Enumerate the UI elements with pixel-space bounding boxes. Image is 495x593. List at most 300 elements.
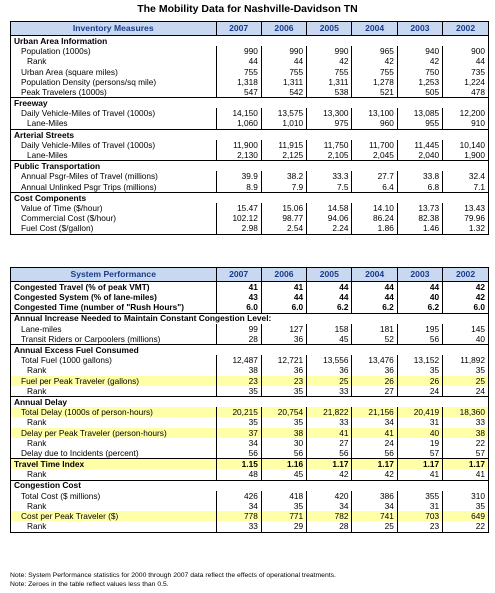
- cell-value: 42: [352, 469, 397, 480]
- table-row: [11, 150, 488, 161]
- cell-value: 82.38: [397, 213, 442, 223]
- row-label: Annual Delay: [11, 397, 488, 408]
- table-row: [11, 459, 488, 470]
- cell-value: 703: [397, 511, 442, 521]
- cell-value: 20,754: [261, 407, 306, 417]
- row-label: Rank: [27, 417, 47, 428]
- cell-value: 42: [307, 56, 352, 66]
- table-row: [11, 386, 488, 397]
- cell-value: 127: [261, 324, 306, 334]
- cell-value: 25: [307, 376, 352, 386]
- cell-value: 26: [397, 376, 442, 386]
- table-row: [11, 129, 488, 140]
- cell-value: 34: [352, 417, 397, 427]
- cell-value: 36: [261, 334, 306, 345]
- cell-value: 52: [352, 334, 397, 345]
- cell-value: 13.73: [397, 203, 442, 213]
- row-label: Lane-Miles: [27, 118, 68, 129]
- cell-value: 56: [216, 448, 261, 459]
- cell-value: 35: [261, 386, 306, 397]
- row-label: Value of Time ($/hour): [21, 203, 103, 213]
- cell-value: 20,215: [216, 407, 261, 417]
- row-label: Congestion Cost: [11, 480, 488, 491]
- cell-value: 44: [216, 56, 261, 66]
- cell-value: 13,556: [307, 355, 352, 365]
- cell-value: 11,892: [443, 355, 488, 365]
- table-row: [11, 282, 488, 293]
- cell-value: 34: [216, 438, 261, 448]
- cell-value: 1,900: [443, 150, 488, 161]
- cell-value: 35: [443, 501, 488, 511]
- cell-value: 35: [261, 501, 306, 511]
- table-row: [11, 334, 488, 345]
- cell-value: 48: [216, 469, 261, 480]
- table-row: [11, 192, 488, 203]
- row-label: Travel Time Index: [11, 459, 216, 470]
- cell-value: 1,311: [307, 77, 352, 87]
- cell-value: 12,200: [443, 108, 488, 118]
- cell-value: 24: [443, 386, 488, 397]
- table-row: [11, 355, 488, 365]
- table-row: [11, 491, 488, 501]
- table-row: [11, 302, 488, 313]
- cell-value: 38.2: [261, 171, 306, 181]
- cell-value: 28: [307, 521, 352, 531]
- table-row: [11, 313, 488, 324]
- cell-value: 782: [307, 511, 352, 521]
- cell-value: 33: [307, 417, 352, 427]
- row-label: Annual Psgr-Miles of Travel (millions): [21, 171, 158, 182]
- table-row: [11, 98, 488, 109]
- cell-value: 1.17: [443, 459, 488, 470]
- table-row: [11, 345, 488, 356]
- table-row: [11, 511, 488, 521]
- cell-value: 21,822: [307, 407, 352, 417]
- cell-value: 36: [307, 366, 352, 376]
- row-label: Total Fuel (1000 gallons): [21, 355, 112, 366]
- section-heading: Inventory Measures: [11, 22, 216, 36]
- year-header: 2006: [261, 268, 306, 282]
- cell-value: 41: [216, 282, 261, 293]
- cell-value: 22: [443, 521, 488, 531]
- year-header: 2004: [352, 22, 397, 36]
- row-label: Peak Travelers (1000s): [21, 86, 107, 97]
- row-label: Population Density (persons/sq mile): [21, 76, 157, 87]
- cell-value: 33: [307, 386, 352, 397]
- row-label: Congested System (% of lane-miles): [14, 292, 157, 303]
- row-label: Rank: [27, 521, 47, 532]
- cell-value: 6.0: [216, 302, 261, 313]
- table-row: [11, 119, 488, 130]
- cell-value: 1.15: [216, 459, 261, 470]
- row-label: Cost per Peak Traveler ($): [11, 511, 216, 521]
- cell-value: 44: [261, 56, 306, 66]
- cell-value: 14.58: [307, 203, 352, 213]
- cell-value: 34: [352, 501, 397, 511]
- cell-value: 2,045: [352, 150, 397, 161]
- cell-value: 34: [216, 501, 261, 511]
- cell-value: 35: [261, 417, 306, 427]
- table-row: [11, 448, 488, 459]
- table-row: [11, 87, 488, 98]
- cell-value: 99: [216, 324, 261, 334]
- row-label: Public Transportation: [11, 161, 488, 172]
- cell-value: 35: [443, 366, 488, 376]
- cell-value: 420: [307, 491, 352, 501]
- cell-value: 1.46: [397, 223, 442, 233]
- cell-value: 98.77: [261, 213, 306, 223]
- year-header: 2002: [443, 22, 488, 36]
- cell-value: 11,445: [397, 140, 442, 150]
- cell-value: 27: [307, 438, 352, 448]
- table-row: [11, 77, 488, 87]
- row-label: Urban Area Information: [14, 35, 108, 46]
- cell-value: 11,900: [216, 140, 261, 150]
- cell-value: 649: [443, 511, 488, 521]
- cell-value: 21,156: [352, 407, 397, 417]
- table-row: [11, 428, 488, 438]
- cell-value: 42: [307, 469, 352, 480]
- cell-value: 94.06: [307, 213, 352, 223]
- cell-value: 960: [352, 119, 397, 130]
- row-label: Rank: [27, 500, 47, 511]
- table-row: [11, 46, 488, 56]
- cell-value: 45: [307, 334, 352, 345]
- cell-value: 755: [307, 67, 352, 77]
- year-header: 2007: [216, 268, 261, 282]
- cell-value: 30: [261, 438, 306, 448]
- cell-value: 975: [307, 119, 352, 130]
- cell-value: 23: [261, 376, 306, 386]
- cell-value: 1,278: [352, 77, 397, 87]
- cell-value: 42: [352, 56, 397, 66]
- cell-value: 2.98: [216, 223, 261, 233]
- cell-value: 538: [307, 87, 352, 98]
- cell-value: 1,224: [443, 77, 488, 87]
- cell-value: 1,253: [397, 77, 442, 87]
- cell-value: 28: [216, 334, 261, 345]
- cell-value: 42: [443, 292, 488, 302]
- cell-value: 2,130: [216, 150, 261, 161]
- cell-value: 755: [261, 67, 306, 77]
- row-label: Transit Riders or Carpoolers (millions): [21, 333, 161, 344]
- cell-value: 6.8: [397, 182, 442, 193]
- cell-value: 11,750: [307, 140, 352, 150]
- row-label: Freeway: [11, 98, 488, 109]
- cell-value: 33.8: [397, 171, 442, 181]
- year-header: 2004: [352, 268, 397, 282]
- cell-value: 56: [352, 448, 397, 459]
- cell-value: 42: [397, 56, 442, 66]
- row-label: Daily Vehicle-Miles of Travel (1000s): [21, 108, 156, 119]
- cell-value: 6.2: [397, 302, 442, 313]
- cell-value: 505: [397, 87, 442, 98]
- cell-value: 10,140: [443, 140, 488, 150]
- cell-value: 750: [397, 67, 442, 77]
- cell-value: 14.10: [352, 203, 397, 213]
- cell-value: 32.4: [443, 171, 488, 181]
- cell-value: 40: [397, 428, 442, 438]
- row-label: Lane-Miles: [27, 150, 68, 160]
- table-row: [11, 171, 488, 181]
- table-row: [11, 438, 488, 448]
- cell-value: 755: [216, 67, 261, 77]
- cell-value: 57: [443, 448, 488, 459]
- cell-value: 23: [216, 376, 261, 386]
- cell-value: 478: [443, 87, 488, 98]
- cell-value: 35: [216, 386, 261, 397]
- row-label: Lane-miles: [21, 323, 62, 334]
- cell-value: 13,575: [261, 108, 306, 118]
- footnote: Note: System Performance statistics for 2000 through 2007 data reflect the effects of operational treatments.: [10, 572, 336, 579]
- cell-value: 41: [261, 282, 306, 293]
- cell-value: 26: [352, 376, 397, 386]
- table-header-row: [11, 268, 488, 282]
- row-label: Population (1000s): [21, 46, 91, 57]
- row-label: Cost Components: [11, 192, 488, 203]
- table-row: [11, 36, 488, 47]
- cell-value: 910: [443, 119, 488, 130]
- cell-value: 57: [397, 448, 442, 459]
- table-row: [11, 292, 488, 302]
- section-heading: System Performance: [11, 268, 216, 282]
- cell-value: 755: [352, 67, 397, 77]
- cell-value: 355: [397, 491, 442, 501]
- table-row: [11, 407, 488, 417]
- cell-value: 18,360: [443, 407, 488, 417]
- cell-value: 1,010: [261, 119, 306, 130]
- cell-value: 36: [352, 366, 397, 376]
- cell-value: 38: [443, 428, 488, 438]
- row-label: Rank: [27, 437, 47, 448]
- cell-value: 965: [352, 46, 397, 56]
- row-label: Fuel Cost ($/gallon): [21, 223, 94, 234]
- cell-value: 1.16: [261, 459, 306, 470]
- cell-value: 6.0: [261, 302, 306, 313]
- row-label: Rank: [27, 56, 47, 67]
- cell-value: 86.24: [352, 213, 397, 223]
- year-header: 2003: [397, 22, 442, 36]
- cell-value: 12,721: [261, 355, 306, 365]
- cell-value: 35: [216, 417, 261, 427]
- row-label: Urban Area (square miles): [21, 66, 118, 77]
- year-header: 2007: [216, 22, 261, 36]
- row-label: Delay due to Incidents (percent): [21, 448, 139, 458]
- cell-value: 44: [307, 282, 352, 293]
- year-header: 2003: [397, 268, 442, 282]
- cell-value: 1.17: [307, 459, 352, 470]
- table-row: [11, 56, 488, 66]
- cell-value: 40: [443, 334, 488, 345]
- table-row: [11, 223, 488, 233]
- cell-value: 6.2: [307, 302, 352, 313]
- cell-value: 14,150: [216, 108, 261, 118]
- cell-value: 6.4: [352, 182, 397, 193]
- cell-value: 13.43: [443, 203, 488, 213]
- cell-value: 44: [352, 282, 397, 293]
- cell-value: 2,105: [307, 150, 352, 161]
- cell-value: 6.2: [352, 302, 397, 313]
- cell-value: 7.5: [307, 182, 352, 193]
- cell-value: 1,318: [216, 77, 261, 87]
- cell-value: 41: [352, 428, 397, 438]
- cell-value: 13,085: [397, 108, 442, 118]
- table-row: [11, 397, 488, 408]
- cell-value: 12,487: [216, 355, 261, 365]
- cell-value: 45: [261, 469, 306, 480]
- footnote: Note: Zeroes in the table reflect values less than 0.5.: [10, 580, 169, 588]
- page-title: The Mobility Data for Nashville-Davidson TN: [137, 3, 358, 15]
- cell-value: 41: [307, 428, 352, 438]
- cell-value: 11,915: [261, 140, 306, 150]
- cell-value: 42: [443, 282, 488, 293]
- cell-value: 7.1: [443, 182, 488, 193]
- cell-value: 31: [397, 417, 442, 427]
- cell-value: 15.06: [261, 203, 306, 213]
- cell-value: 547: [216, 87, 261, 98]
- cell-value: 735: [443, 67, 488, 77]
- cell-value: 41: [397, 469, 442, 480]
- cell-value: 145: [443, 324, 488, 334]
- cell-value: 56: [261, 448, 306, 459]
- cell-value: 418: [261, 491, 306, 501]
- cell-value: 2,125: [261, 150, 306, 161]
- cell-value: 15.47: [216, 203, 261, 213]
- table-row: [11, 469, 488, 480]
- cell-value: 36: [261, 366, 306, 376]
- cell-value: 426: [216, 491, 261, 501]
- cell-value: 20,419: [397, 407, 442, 417]
- row-label: Annual Unlinked Psgr Trips (millions): [21, 181, 157, 192]
- table-row: [11, 324, 488, 334]
- cell-value: 1.86: [352, 223, 397, 233]
- cell-value: 181: [352, 324, 397, 334]
- year-header: 2006: [261, 22, 306, 36]
- row-label: Total Cost ($ millions): [21, 490, 101, 501]
- cell-value: 955: [397, 119, 442, 130]
- cell-value: 40: [397, 292, 442, 302]
- cell-value: 7.9: [261, 182, 306, 193]
- cell-value: 940: [397, 46, 442, 56]
- cell-value: 22: [443, 438, 488, 448]
- cell-value: 79.96: [443, 213, 488, 223]
- row-label: Rank: [27, 365, 47, 376]
- cell-value: 2.54: [261, 223, 306, 233]
- cell-value: 990: [307, 46, 352, 56]
- cell-value: 37: [216, 428, 261, 438]
- footnotes: [10, 572, 336, 589]
- cell-value: 521: [352, 87, 397, 98]
- row-label: Annual Increase Needed to Maintain Constant Congestion Level:: [11, 313, 488, 324]
- year-header: 2005: [307, 268, 352, 282]
- cell-value: 6.0: [443, 302, 488, 313]
- cell-value: 2,040: [397, 150, 442, 161]
- cell-value: 44: [307, 292, 352, 302]
- table-header-row: [11, 22, 488, 36]
- cell-value: 44: [352, 292, 397, 302]
- cell-value: 13,152: [397, 355, 442, 365]
- row-label: Rank: [27, 469, 47, 480]
- table-row: [11, 203, 488, 213]
- cell-value: 13,300: [307, 108, 352, 118]
- row-label: Congested Travel (% of peak VMT): [14, 281, 150, 292]
- cell-value: 56: [307, 448, 352, 459]
- cell-value: 39.9: [216, 171, 261, 181]
- row-label: Congested Time (number of "Rush Hours"): [14, 302, 184, 313]
- cell-value: 1,060: [216, 119, 261, 130]
- table-row: [11, 417, 488, 427]
- table-row: [11, 480, 488, 491]
- cell-value: 11,700: [352, 140, 397, 150]
- row-label: Annual Excess Fuel Consumed: [11, 345, 488, 356]
- cell-value: 19: [397, 438, 442, 448]
- cell-value: 38: [216, 366, 261, 376]
- cell-value: 741: [352, 511, 397, 521]
- cell-value: 44: [261, 292, 306, 302]
- cell-value: 2.24: [307, 223, 352, 233]
- row-label: Daily Vehicle-Miles of Travel (1000s): [21, 139, 156, 150]
- cell-value: 23: [397, 521, 442, 531]
- cell-value: 33.3: [307, 171, 352, 181]
- row-label: Arterial Streets: [11, 129, 488, 140]
- cell-value: 1.17: [397, 459, 442, 470]
- inventory-measures-table: [10, 21, 489, 235]
- cell-value: 1,311: [261, 77, 306, 87]
- cell-value: 990: [261, 46, 306, 56]
- cell-value: 771: [261, 511, 306, 521]
- year-header: 2005: [307, 22, 352, 36]
- row-label: Commercial Cost ($/hour): [21, 213, 116, 224]
- cell-value: 27: [352, 386, 397, 397]
- cell-value: 542: [261, 87, 306, 98]
- cell-value: 35: [397, 366, 442, 376]
- cell-value: 34: [307, 501, 352, 511]
- table-row: [11, 366, 488, 376]
- row-label: Total Delay (1000s of person-hours): [11, 407, 216, 417]
- cell-value: 43: [216, 292, 261, 302]
- row-label: Fuel per Peak Traveler (gallons): [11, 376, 216, 386]
- cell-value: 24: [397, 386, 442, 397]
- cell-value: 13,100: [352, 108, 397, 118]
- cell-value: 44: [397, 282, 442, 293]
- table-row: [11, 140, 488, 150]
- row-label: Delay per Peak Traveler (person-hours): [11, 428, 216, 438]
- cell-value: 990: [216, 46, 261, 56]
- cell-value: 44: [443, 56, 488, 66]
- cell-value: 56: [397, 334, 442, 345]
- cell-value: 1.32: [443, 223, 488, 233]
- cell-value: 778: [216, 511, 261, 521]
- cell-value: 1.17: [352, 459, 397, 470]
- cell-value: 195: [397, 324, 442, 334]
- table-row: [11, 376, 488, 386]
- cell-value: 27.7: [352, 171, 397, 181]
- cell-value: 25: [443, 376, 488, 386]
- table-row: [11, 161, 488, 172]
- table-row: [11, 213, 488, 223]
- cell-value: 38: [261, 428, 306, 438]
- cell-value: 24: [352, 438, 397, 448]
- year-header: 2002: [443, 268, 488, 282]
- cell-value: 13,476: [352, 355, 397, 365]
- cell-value: 29: [261, 521, 306, 531]
- cell-value: 386: [352, 491, 397, 501]
- table-row: [11, 521, 488, 531]
- cell-value: 900: [443, 46, 488, 56]
- table-row: [11, 501, 488, 511]
- cell-value: 25: [352, 521, 397, 531]
- cell-value: 8.9: [216, 182, 261, 193]
